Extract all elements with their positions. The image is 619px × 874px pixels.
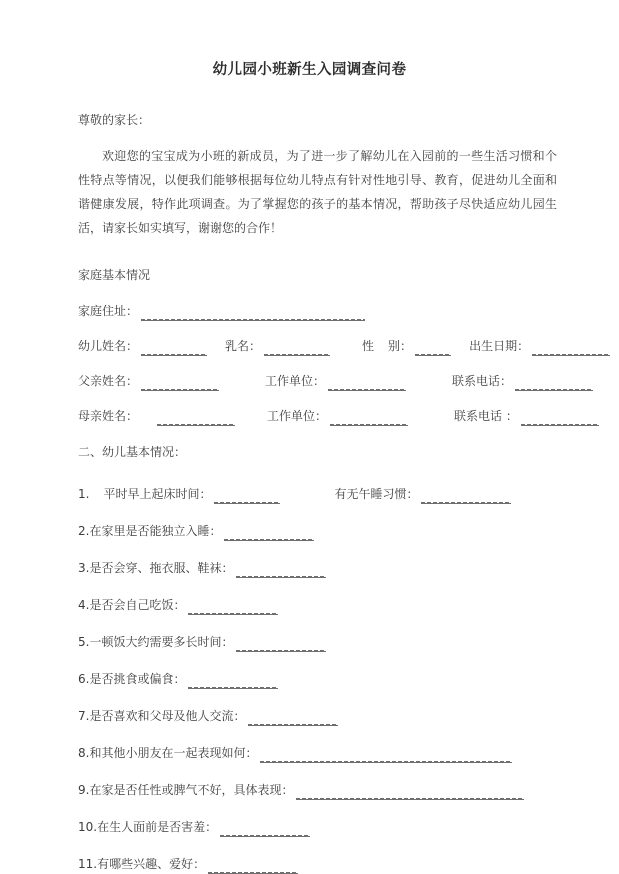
nickname-label: 乳名： xyxy=(225,339,262,354)
father-name-label: 父亲姓名： xyxy=(78,374,139,389)
mother-work-label: 工作单位： xyxy=(267,409,328,424)
gender-blank[interactable] xyxy=(415,344,451,356)
question-number: 8. xyxy=(78,745,90,760)
mother-phone-blank[interactable] xyxy=(521,414,599,426)
field-row-home-address xyxy=(78,302,549,320)
question-number: 1. xyxy=(78,486,90,501)
question-3-blank[interactable] xyxy=(236,566,326,578)
question-row-5 xyxy=(78,633,549,651)
question-row-2 xyxy=(78,522,549,540)
birthdate-blank[interactable] xyxy=(532,344,610,356)
intro-paragraph: 欢迎您的宝宝成为小班的新成员，为了进一步了解幼儿在入园前的一些生活习惯和个性特点等情况，以便我们能够根据每位幼儿特点有针对性地引导、教育，促进幼儿全面和谐健康发展，特作此项调查。为了掌握您的孩子的基本情况，帮助孩子尽快适应幼儿园生活，请家长如实填写，谢谢您的合作！ xyxy=(78,149,557,236)
question-text: 有哪些兴趣、爱好： xyxy=(97,856,206,871)
family-section-heading: 家庭基本情况 xyxy=(78,268,151,283)
question-text: 和其他小朋友在一起表现如何： xyxy=(89,745,258,760)
question-1-extra-label: 有无午睡习惯： xyxy=(334,486,419,501)
child-section-heading: 二、幼儿基本情况： xyxy=(78,445,187,460)
question-text: 是否会穿、拖衣服、鞋袜： xyxy=(89,560,234,575)
question-text: 在生人面前是否害羞： xyxy=(97,819,218,834)
mother-name-label: 母亲姓名： xyxy=(78,409,139,424)
nickname-blank[interactable] xyxy=(264,344,330,356)
home-address-blank[interactable] xyxy=(141,309,365,321)
father-work-label: 工作单位： xyxy=(265,374,326,389)
question-number: 2. xyxy=(78,523,90,538)
question-text: 在家里是否能独立入睡： xyxy=(89,523,222,538)
question-number: 6. xyxy=(78,671,90,686)
question-10-blank[interactable] xyxy=(220,825,310,837)
page-title: 幼儿园小班新生入园调查问卷 xyxy=(212,62,407,78)
question-11-blank[interactable] xyxy=(208,862,298,874)
question-number: 3. xyxy=(78,560,90,575)
question-8-blank[interactable] xyxy=(260,751,512,763)
question-number: 9. xyxy=(78,782,90,797)
question-4-blank[interactable] xyxy=(188,603,278,615)
question-row-6 xyxy=(78,670,549,688)
father-name-blank[interactable] xyxy=(141,379,219,391)
question-2-blank[interactable] xyxy=(224,529,314,541)
question-row-10 xyxy=(78,818,549,836)
question-text: 一顿饭大约需要多长时间： xyxy=(89,634,234,649)
question-5-blank[interactable] xyxy=(236,640,326,652)
question-text: 是否喜欢和父母及他人交流： xyxy=(89,708,246,723)
father-phone-label: 联系电话： xyxy=(452,374,513,389)
question-1-extra-blank[interactable] xyxy=(421,492,511,504)
question-number: 10. xyxy=(78,819,98,834)
gender-label-prefix: 性 xyxy=(362,339,375,354)
question-9-blank[interactable] xyxy=(296,788,524,800)
mother-work-blank[interactable] xyxy=(330,414,408,426)
question-row-1 xyxy=(78,485,549,503)
question-1-blank[interactable] xyxy=(214,492,280,504)
field-row-mother xyxy=(78,407,549,425)
father-work-blank[interactable] xyxy=(328,379,406,391)
father-phone-blank[interactable] xyxy=(515,379,593,391)
question-row-11 xyxy=(78,855,549,873)
question-row-3 xyxy=(78,559,549,577)
question-number: 7. xyxy=(78,708,90,723)
question-text: 是否会自己吃饭： xyxy=(89,597,186,612)
question-row-8 xyxy=(78,744,549,762)
question-row-4 xyxy=(78,596,549,614)
document-body xyxy=(0,111,619,873)
question-number: 5. xyxy=(78,634,90,649)
salutation: 尊敬的家长： xyxy=(78,113,151,127)
mother-phone-label: 联系电话 ： xyxy=(454,409,518,424)
field-row-father xyxy=(78,372,549,390)
question-text: 是否挑食或偏食： xyxy=(89,671,186,686)
question-7-blank[interactable] xyxy=(248,714,338,726)
child-name-blank[interactable] xyxy=(141,344,207,356)
home-address-label: 家庭住址： xyxy=(78,304,139,319)
birthdate-label: 出生日期： xyxy=(469,339,530,354)
question-row-7 xyxy=(78,707,549,725)
question-text: 平时早上起床时间： xyxy=(103,486,212,501)
gender-label-suffix: 别： xyxy=(388,339,413,354)
field-row-child-identity xyxy=(78,337,549,355)
question-text: 在家是否任性或脾气不好，具体表现： xyxy=(89,782,294,797)
question-row-9 xyxy=(78,781,549,799)
mother-name-blank[interactable] xyxy=(157,414,235,426)
question-number: 4. xyxy=(78,597,90,612)
question-number: 11. xyxy=(78,856,98,871)
question-6-blank[interactable] xyxy=(188,677,278,689)
child-name-label: 幼儿姓名： xyxy=(78,339,139,354)
